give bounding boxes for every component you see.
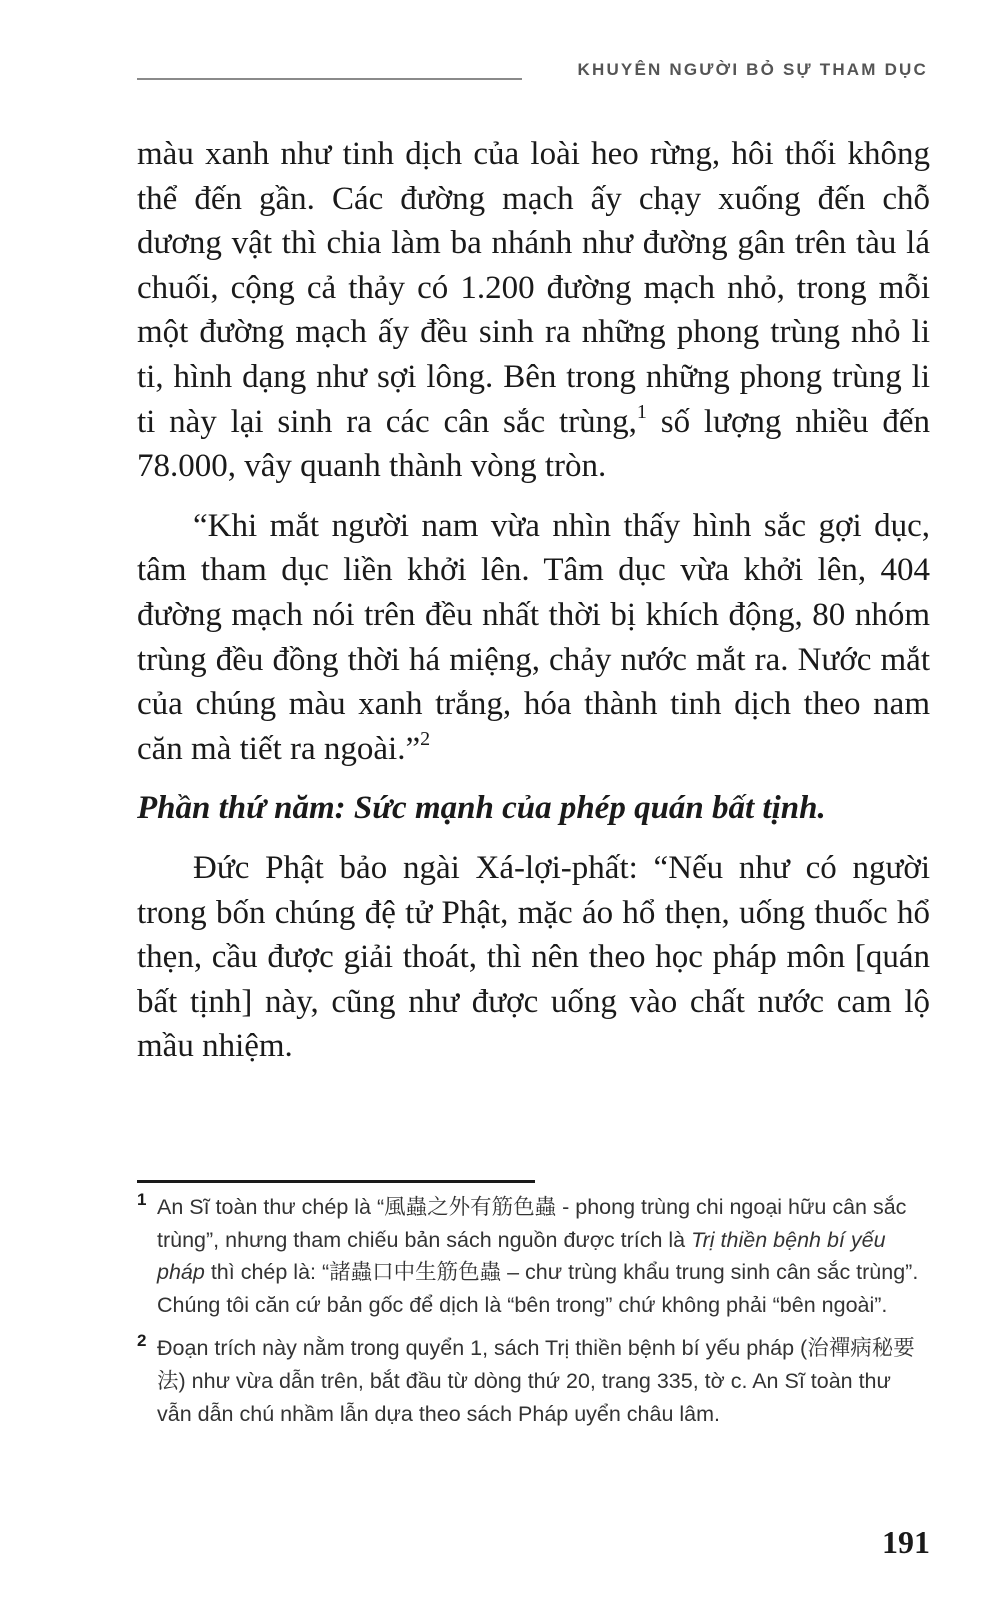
running-title: KHUYÊN NGƯỜI BỎ SỰ THAM DỤC: [577, 60, 928, 79]
footnote-text: ) như vừa dẫn trên, bắt đầu từ dòng thứ 20, trang 335, tờ c. An Sĩ toàn thư vẫn dẫn chú nhầm lẫn dựa theo sách Pháp uyển châu lâm.: [157, 1369, 891, 1426]
footnote-text: – chư trùng khẩu trung sinh cân sắc trùng”. Chúng tôi căn cứ bản gốc để dịch là “bên trong” chứ không phải “bên ngoài”.: [157, 1260, 919, 1317]
footnote-number: 2: [137, 1331, 147, 1350]
footnote-book-title: Trị thiền bệnh bí yếu pháp: [157, 1228, 886, 1284]
footnote-chinese-text: 治禪病秘要法: [157, 1336, 915, 1394]
paragraph-2-text: “Khi mắt người nam vừa nhìn thấy hình sắc gợi dục, tâm tham dục liền khởi lên. Tâm dục vừa khởi lên, 404 đường mạch nói trên đều nhất thời bị khích động, 80 nhóm trùng đều đồng thời há miệng, chảy nước mắt ra. Nước mắt của chúng màu xanh trắng, hóa thành tinh dịch theo nam căn mà tiết ra ngoài.”: [137, 507, 930, 767]
footnote-text: - phong trùng chi ngoại hữu cân sắc trùng”, nhưng tham chiếu bản sách nguồn được trích là: [157, 1195, 907, 1252]
footnote-chinese-text: 諸蟲口中生筋色蟲: [329, 1260, 502, 1285]
footnote-chinese-text: 風蟲之外有筋色蟲: [384, 1195, 557, 1220]
section-heading: Phần thứ năm: Sức mạnh của phép quán bất tịnh.: [137, 790, 826, 827]
footnote-1: [137, 1191, 930, 1321]
footnotes: [137, 1191, 930, 1441]
footnote-number: 1: [137, 1190, 147, 1209]
main-text: [137, 132, 930, 1069]
paragraph-1: [137, 132, 930, 489]
paragraph-1-text: màu xanh như tinh dịch của loài heo rừng, hôi thối không thể đến gần. Các đường mạch ấy chạy xuống đến chỗ dương vật thì chia làm ba nhánh như đường gân trên tàu lá chuối, cộng cả thảy có 1.200 đường mạch nhỏ, trong mỗi một đường mạch ấy đều sinh ra những phong trùng nhỏ li ti, hình dạng như sợi lông. Bên trong những phong trùng li ti này lại sinh ra các cân sắc trùng,: [137, 136, 930, 440]
footnote-ref-1: 1: [636, 400, 647, 423]
paragraph-1-tail: số lượng nhiều đến 78.000, vây quanh thành vòng tròn.: [137, 403, 930, 485]
footnote-text: thì chép là: “: [204, 1260, 330, 1284]
footnote-rule: [137, 1180, 535, 1183]
page-number: 191: [882, 1524, 930, 1560]
footnote-2: [137, 1332, 930, 1430]
paragraph-2: [137, 504, 930, 772]
footnote-text: An Sĩ toàn thư chép là “: [157, 1195, 385, 1219]
footnote-ref-2: 2: [420, 727, 431, 750]
footnote-text: Đoạn trích này nằm trong quyển 1, sách Trị thiền bệnh bí yếu pháp (: [157, 1336, 808, 1360]
header-rule: [137, 78, 522, 80]
paragraph-3: Đức Phật bảo ngài Xá-lợi-phất: “Nếu như có người trong bốn chúng đệ tử Phật, mặc áo hổ thẹn, uống thuốc hổ thẹn, cầu được giải thoát, thì nên theo học pháp môn [quán bất tịnh] này, cũng như được uống vào chất nước cam lộ mầu nhiệm.: [137, 849, 930, 1065]
